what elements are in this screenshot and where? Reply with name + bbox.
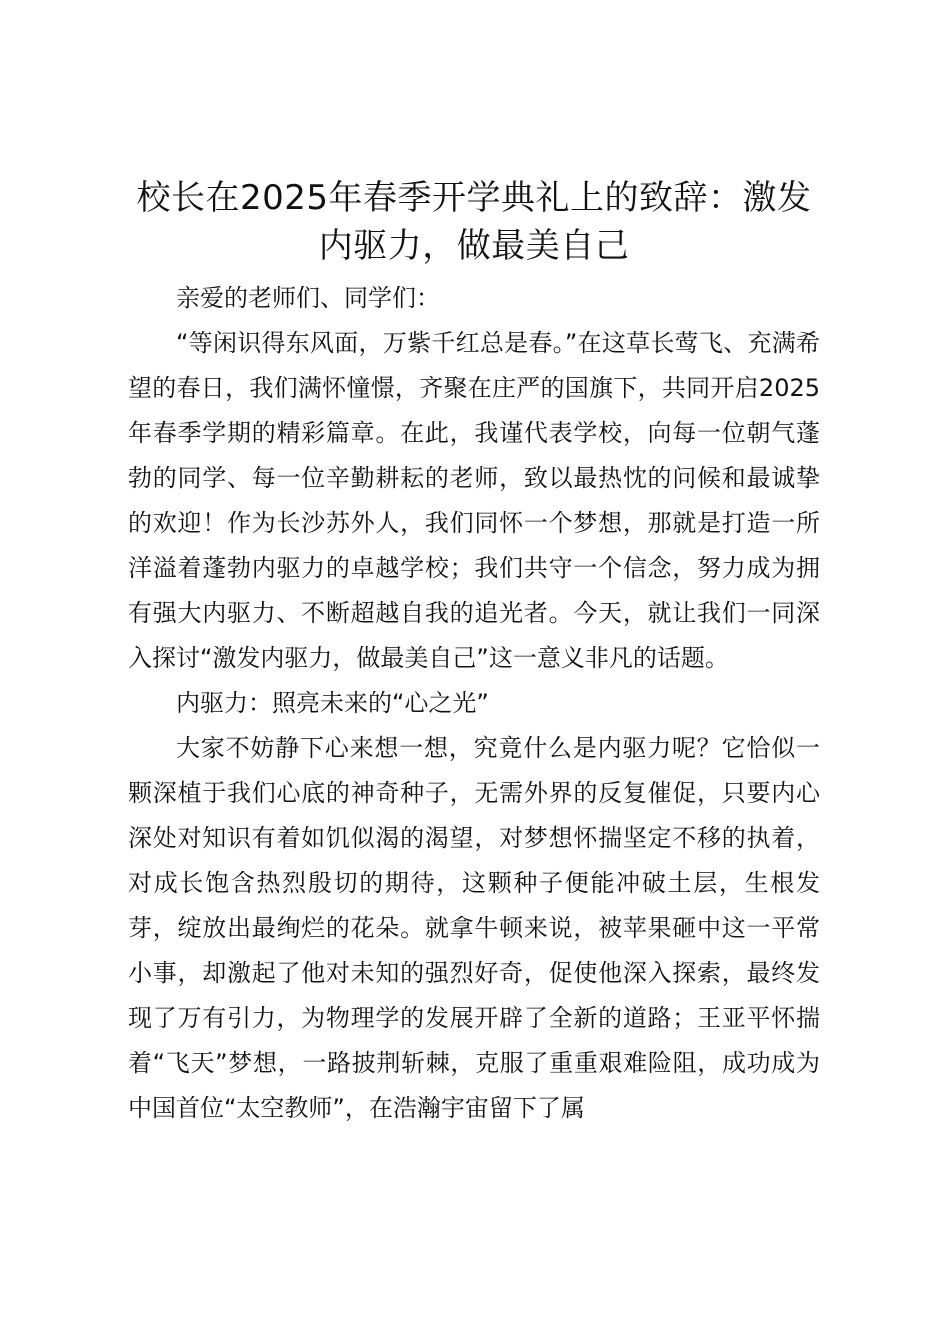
document-title: 校长在2025年春季开学典礼上的致辞：激发内驱力，做最美自己 xyxy=(136,178,812,266)
paragraph-body: 大家不妨静下心来想一想，究竟什么是内驱力呢？它恰似一颗深植于我们心底的神奇种子，无需外界的反复催促，只要内心深处对知识有着如饥似渴的渴望，对梦想怀揣坚定不移的执着，对成长饱含热烈殷切的期待，这颗种子便能冲破土层，生根发芽，绽放出最绚烂的花朵。就拿牛顿来说，被苹果砸中这一平常小事，却激起了他对未知的强烈好奇，促使他深入探索，最终发现了万有引力，为物理学的发展开辟了全新的道路；王亚平怀揣着“飞天”梦想，一路披荆斩棘，克服了重重艰难险阻，成功成为中国首位“太空教师”，在浩瀚宇宙留下了属 xyxy=(128,734,820,1122)
section-heading: 内驱力：照亮未来的“心之光” xyxy=(176,689,489,717)
document-body xyxy=(128,174,820,1131)
paragraph-opening: “等闲识得东风面，万紫千红总是春。”在这草长莺飞、充满希望的春日，我们满怀憧憬，齐聚在庄严的国旗下，共同开启2025年春季学期的精彩篇章。在此，我谨代表学校，向每一位朝气蓬勃的同学、每一位辛勤耕耘的老师，致以最热忱的问候和最诚挚的欢迎！作为长沙苏外人，我们同怀一个梦想，那就是打造一所洋溢着蓬勃内驱力的卓越学校；我们共守一个信念，努力成为拥有强大内驱力、不断超越自我的追光者。今天，就让我们一同深入探讨“激发内驱力，做最美自己”这一意义非凡的话题。 xyxy=(128,329,820,672)
greeting: 亲爱的老师们、同学们： xyxy=(176,284,440,312)
